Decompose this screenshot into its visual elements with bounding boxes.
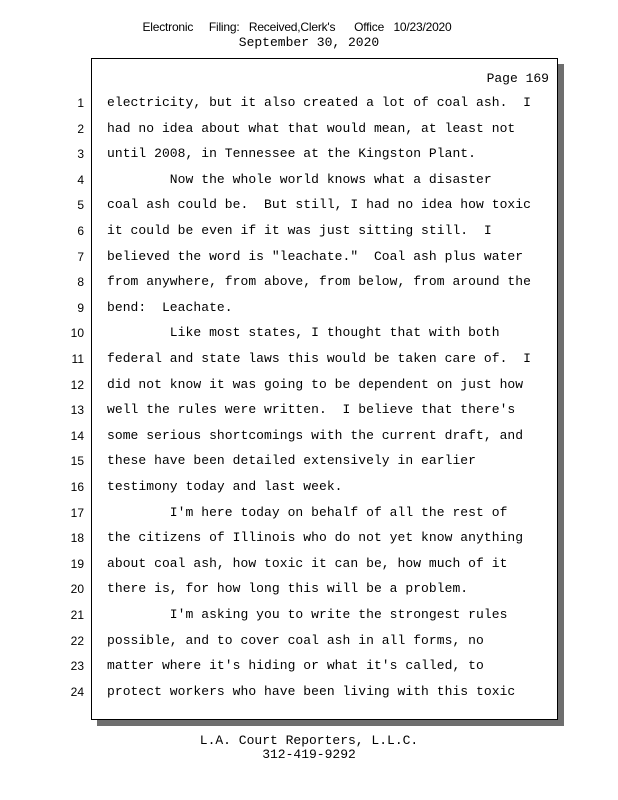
- transcript-line-text: I'm here today on behalf of all the rest of: [107, 504, 508, 520]
- transcript-line-text: coal ash could be. But still, I had no idea how toxic: [107, 197, 531, 213]
- transcript-line-text: bend: Leachate.: [107, 299, 233, 315]
- transcript-line-text: protect workers who have been living with this toxic: [107, 683, 516, 699]
- transcript-line-text: I'm asking you to write the strongest rules: [107, 607, 508, 622]
- line-number: 12: [70, 377, 84, 392]
- transcript-line-text: electricity, but it also created a lot of coal ash. I: [107, 95, 531, 110]
- transcript-line-text: well the rules were written. I believe that there's: [107, 402, 516, 418]
- line-number: 1: [77, 96, 84, 110]
- transcript-line-text: believed the word is "leachate." Coal ash plus water: [107, 248, 524, 264]
- hearing-date: September 30, 2020: [238, 35, 380, 50]
- line-number: 5: [77, 198, 84, 213]
- transcript-line-text: from anywhere, from above, from below, from around the: [107, 274, 531, 290]
- transcript-line-text: these have been detailed extensively in earlier: [107, 453, 477, 469]
- line-number: 15: [70, 454, 84, 469]
- line-number: 16: [70, 480, 84, 494]
- line-number: 8: [77, 275, 84, 290]
- page-number: Page 169: [486, 71, 549, 86]
- line-number: 7: [77, 249, 84, 264]
- transcript-line-text: did not know it was going to be dependent on just how: [107, 376, 524, 392]
- transcript-line-text: some serious shortcomings with the current draft, and: [107, 427, 524, 443]
- line-number: 10: [70, 326, 84, 341]
- transcript-line-text: testimony today and last week.: [107, 479, 343, 494]
- line-number: 13: [70, 403, 84, 418]
- line-number: 24: [70, 684, 84, 699]
- line-number: 9: [77, 300, 84, 315]
- electronic-filing-stamp: Electronic Filing: Received,Clerk's Office 10/23/2020: [142, 20, 452, 34]
- transcript-line-text: possible, and to cover coal ash in all forms, no: [107, 632, 484, 648]
- line-number: 22: [70, 633, 84, 648]
- transcript-line-text: Like most states, I thought that with both: [107, 325, 500, 341]
- transcript-line-text: the citizens of Illinois who do not yet know anything: [107, 530, 524, 546]
- transcript-line-text: until 2008, in Tennessee at the Kingston Plant.: [107, 146, 477, 162]
- transcript-line-text: federal and state laws this would be taken care of. I: [107, 351, 531, 366]
- transcript-line-text: had no idea about what that would mean, at least not: [107, 120, 516, 136]
- line-number: 21: [70, 608, 84, 622]
- line-number: 23: [70, 659, 84, 674]
- line-number: 18: [70, 531, 84, 546]
- line-number: 14: [70, 428, 84, 443]
- transcript-line-text: Now the whole world knows what a disaster: [107, 171, 492, 187]
- reporter-company: L.A. Court Reporters, L.L.C.: [199, 733, 419, 748]
- transcript-line-text: it could be even if it was just sitting still. I: [107, 223, 492, 238]
- reporter-phone: 312-419-9292: [262, 747, 356, 762]
- transcript-line-text: there is, for how long this will be a problem.: [107, 581, 469, 597]
- transcript-line-text: matter where it's hiding or what it's called, to: [107, 658, 484, 674]
- line-number: 6: [77, 224, 84, 238]
- line-number: 17: [70, 505, 84, 520]
- line-number: 3: [77, 147, 84, 162]
- line-number: 19: [70, 556, 84, 571]
- transcript-line-text: about coal ash, how toxic it can be, how much of it: [107, 555, 508, 571]
- line-number: 4: [77, 172, 84, 187]
- line-number: 2: [77, 121, 84, 136]
- line-number: 11: [71, 352, 84, 366]
- line-number: 20: [70, 582, 84, 597]
